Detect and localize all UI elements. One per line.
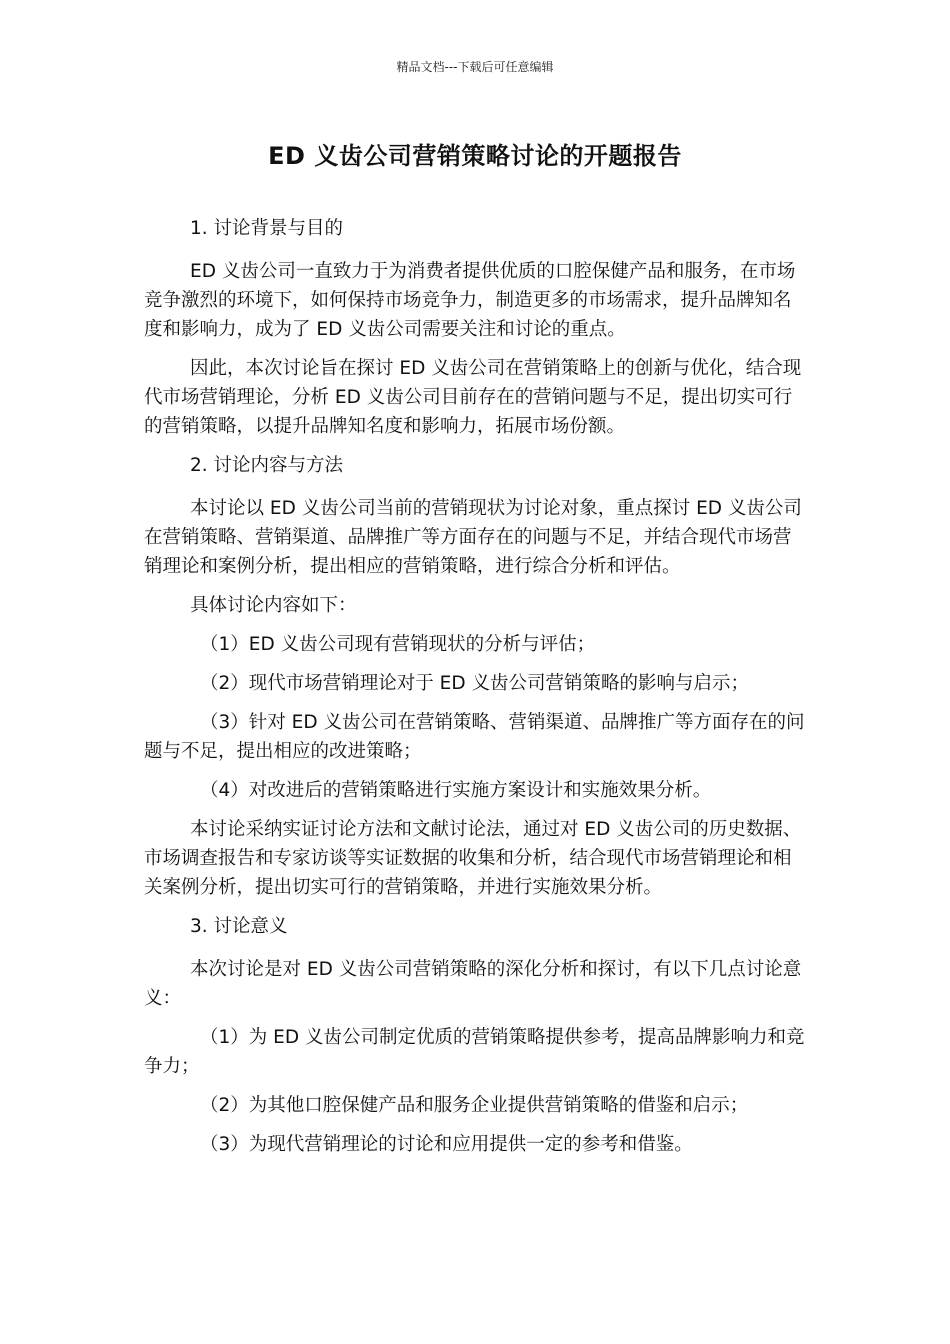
section-2-method: 本讨论采纳实证讨论方法和文献讨论法，通过对 ED 义齿公司的历史数据、市场调查报告和专家访谈等实证数据的收集和分析，结合现代市场营销理论和相关案例分析，提出切实可行的营销策略，并进行实施效果分析。 (144, 819, 802, 898)
section-2-intro: 本讨论以 ED 义齿公司当前的营销现状为讨论对象，重点探讨 ED 义齿公司在营销策略、营销渠道、品牌推广等方面存在的问题与不足，并结合现代市场营销理论和案例分析，提出相应的营销策略，进行综合分析和评估。 (144, 498, 802, 577)
section-2-item-3: （3）针对 ED 义齿公司在营销策略、营销渠道、品牌推广等方面存在的问题与不足，提出相应的改进策略； (144, 712, 805, 762)
section-heading-3: 3. 讨论意义 (190, 916, 288, 937)
section-1-paragraph-2: 因此，本次讨论旨在探讨 ED 义齿公司在营销策略上的创新与优化，结合现代市场营销理论，分析 ED 义齿公司目前存在的营销问题与不足，提出切实可行的营销策略，以提升品牌知名度和影响力，拓展市场份额。 (144, 358, 802, 437)
document-body (144, 214, 808, 1169)
section-3-item-2: （2）为其他口腔保健产品和服务企业提供营销策略的借鉴和启示； (200, 1095, 749, 1116)
section-heading-1: 1. 讨论背景与目的 (190, 218, 344, 239)
page-header-note: 精品文档---下载后可任意编辑 (396, 60, 554, 74)
section-3-intro: 本次讨论是对 ED 义齿公司营销策略的深化分析和探讨，有以下几点讨论意义： (144, 959, 802, 1009)
section-heading-2: 2. 讨论内容与方法 (190, 455, 344, 476)
section-3-item-1: （1）为 ED 义齿公司制定优质的营销策略提供参考，提高品牌影响力和竞争力； (144, 1027, 805, 1077)
section-2-item-4: （4）对改进后的营销策略进行实施方案设计和实施效果分析。 (200, 780, 712, 801)
section-1-paragraph-1: ED 义齿公司一直致力于为消费者提供优质的口腔保健产品和服务，在市场竞争激烈的环境下，如何保持市场竞争力，制造更多的市场需求，提升品牌知名度和影响力，成为了 ED 义齿公司需要关注和讨论的重点。 (144, 261, 796, 340)
section-2-item-2: （2）现代市场营销理论对于 ED 义齿公司营销策略的影响与启示； (200, 673, 749, 694)
section-2-list-intro: 具体讨论内容如下： (190, 595, 357, 616)
document-title: ED 义齿公司营销策略讨论的开题报告 (268, 142, 682, 170)
section-3-item-3: （3）为现代营销理论的讨论和应用提供一定的参考和借鉴。 (200, 1134, 693, 1155)
section-2-item-1: （1）ED 义齿公司现有营销现状的分析与评估； (200, 634, 596, 655)
